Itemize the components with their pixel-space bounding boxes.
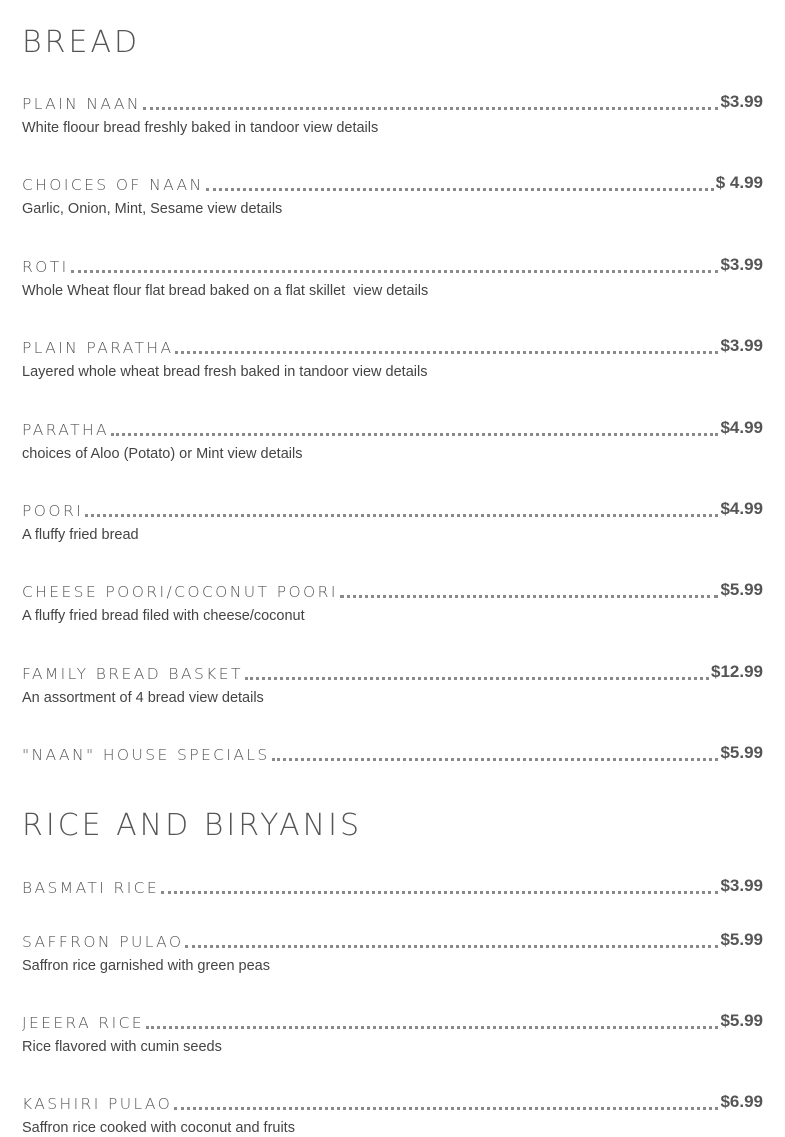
dotted-leader (272, 758, 719, 761)
menu-item-basmati-rice (22, 874, 763, 898)
item-name: BASMATI RICE (22, 878, 160, 897)
item-description: Layered whole wheat bread fresh baked in tandoor view details (22, 364, 428, 380)
dotted-leader (174, 1107, 718, 1110)
item-price: $5.99 (720, 580, 763, 599)
item-price: $3.99 (720, 876, 763, 895)
item-price: $4.99 (720, 499, 763, 518)
item-description: choices of Aloo (Potato) or Mint view details (22, 446, 303, 462)
item-name: PLAIN NAAN (22, 94, 141, 113)
item-price: $5.99 (720, 930, 763, 949)
item-name: PLAIN PARATHA (22, 338, 174, 357)
item-name: PARATHA (22, 420, 110, 439)
menu-item-plain-naan (22, 90, 763, 137)
item-description: White floour bread freshly baked in tandoor view details (22, 120, 379, 136)
section-title: RICE AND BIRYANIS (22, 808, 362, 843)
menu-item-jeeera-rice (22, 1009, 763, 1056)
item-price: $5.99 (720, 743, 763, 762)
item-price: $3.99 (720, 336, 763, 355)
item-name: ROTI (22, 257, 69, 276)
dotted-leader (185, 945, 718, 948)
item-price: $ 4.99 (715, 173, 763, 192)
item-name: "NAAN" HOUSE SPECIALS (22, 745, 270, 764)
menu-item-roti (22, 253, 763, 300)
menu-item-family-bread-basket (22, 660, 763, 707)
item-description: Saffron rice cooked with coconut and fruits (22, 1120, 295, 1136)
menu-item-choices-of-naan (22, 171, 763, 218)
item-description: Saffron rice garnished with green peas (22, 958, 270, 974)
item-description: Garlic, Onion, Mint, Sesame view details (22, 201, 283, 217)
item-name: CHEESE POORI/COCONUT POORI (22, 582, 338, 601)
item-price: $6.99 (720, 1092, 763, 1111)
item-price: $3.99 (720, 255, 763, 274)
item-description: A fluffy fried bread filed with cheese/coconut (22, 608, 305, 624)
dotted-leader (175, 351, 718, 354)
menu-item-naan-house-specials (22, 741, 763, 765)
dotted-leader (71, 270, 719, 273)
item-description: A fluffy fried bread (22, 527, 139, 543)
item-description: An assortment of 4 bread view details (22, 690, 264, 706)
item-name: CHOICES OF NAAN (22, 175, 204, 194)
item-name: POORI (22, 501, 84, 520)
menu-item-saffron-pulao (22, 928, 763, 975)
item-name: JEEERA RICE (22, 1013, 144, 1032)
section-title: BREAD (22, 25, 141, 60)
dotted-leader (111, 433, 718, 436)
dotted-leader (245, 677, 709, 680)
item-description: Rice flavored with cumin seeds (22, 1039, 222, 1055)
item-name: SAFFRON PULAO (22, 932, 184, 951)
dotted-leader (143, 107, 719, 110)
item-name: FAMILY BREAD BASKET (22, 664, 243, 683)
item-price: $12.99 (711, 662, 763, 681)
dotted-leader (340, 595, 719, 598)
item-name: KASHIRI PULAO (22, 1094, 173, 1113)
dotted-leader (85, 514, 718, 517)
item-price: $5.99 (720, 1011, 763, 1030)
menu-item-paratha (22, 416, 763, 463)
dotted-leader (146, 1026, 718, 1029)
item-price: $3.99 (720, 92, 763, 111)
menu-item-cheese-poori (22, 578, 763, 625)
item-price: $4.99 (720, 418, 763, 437)
dotted-leader (206, 188, 714, 191)
menu-item-poori (22, 497, 763, 544)
item-description: Whole Wheat flour flat bread baked on a flat skillet view details (22, 283, 429, 299)
menu-item-plain-paratha (22, 334, 763, 381)
menu-item-kashiri-pulao (22, 1090, 763, 1137)
dotted-leader (161, 891, 718, 894)
